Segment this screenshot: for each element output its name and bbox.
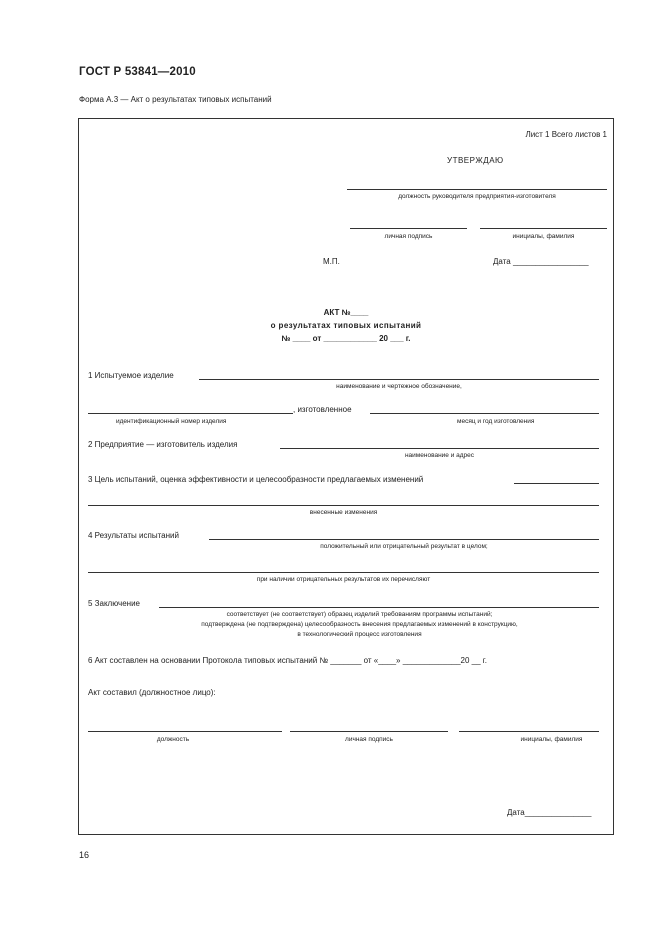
act-date-title: № ____ от ____________ 20 ___ г.	[281, 334, 411, 343]
signature2-hint: личная подпись	[345, 736, 393, 743]
item5-hint3: в технологический процесс изготовления	[297, 631, 422, 638]
act-number-title: АКТ №____	[323, 308, 369, 317]
item1-hint: наименование и чертежное обозначение,	[336, 383, 462, 390]
item4-label: 4 Результаты испытаний	[88, 531, 179, 540]
initials-line	[480, 228, 607, 229]
initials-hint: инициалы, фамилия	[512, 233, 575, 240]
item5-hint1: соответствует (не соответствует) образец изделий требованиям программы испытаний;	[226, 611, 493, 618]
item5-label: 5 Заключение	[88, 599, 140, 608]
item1-made-label: , изготовленное	[293, 405, 352, 414]
standard-header: ГОСТ Р 53841—2010	[79, 66, 196, 78]
item3-line	[514, 483, 599, 484]
item4b-hint: при наличии отрицательных результатов их перечисляют	[256, 576, 431, 583]
item4-hint: положительный или отрицательный результат в целом;	[320, 543, 488, 550]
form-caption: Форма А.3 — Акт о результатах типовых испытаний	[79, 95, 272, 104]
position-hint: должность	[156, 736, 190, 743]
act-subject-title: о результатах типовых испытаний	[270, 321, 422, 330]
initials2-line	[459, 731, 599, 732]
head-position-line	[347, 189, 607, 190]
head-position-hint: должность руководителя предприятия-изготовителя	[398, 193, 556, 200]
sheet-count: Лист 1 Всего листов 1	[525, 130, 607, 139]
item6-text: 6 Акт составлен на основании Протокола типовых испытаний № _______ от «____» _____________20 __ г.	[88, 656, 487, 665]
item5-hint2: подтверждена (не подтверждена) целесообразность внесения предлагаемых изменений в конструкцию,	[201, 621, 518, 628]
item1-date-line	[370, 413, 599, 414]
signature-hint: личная подпись	[384, 233, 433, 240]
item1-id-hint: идентификационный номер изделия	[116, 418, 227, 425]
approve-date: Дата _________________	[493, 257, 589, 266]
item3-hint: внесенные изменения	[309, 509, 378, 516]
item1-label: 1 Испытуемое изделие	[88, 371, 174, 380]
seal-label: М.П.	[323, 257, 340, 266]
item1-id-line	[88, 413, 293, 414]
page-number: 16	[79, 850, 90, 860]
approve-label: УТВЕРЖДАЮ	[447, 156, 504, 165]
item3-label: 3 Цель испытаний, оценка эффективности и целесообразности предлагаемых изменений	[88, 475, 424, 484]
item1-line	[199, 379, 599, 380]
final-date: Дата_______________	[507, 808, 592, 817]
item2-line	[280, 448, 599, 449]
item2-hint: наименование и адрес	[404, 452, 475, 459]
initials2-hint: инициалы, фамилия	[520, 736, 583, 743]
item1-date-hint: месяц и год изготовления	[457, 418, 535, 425]
item2-label: 2 Предприятие — изготовитель изделия	[88, 440, 238, 449]
item4-line	[209, 539, 599, 540]
signature-line	[350, 228, 467, 229]
item4-line2	[88, 572, 599, 573]
item5-line	[159, 607, 599, 608]
composed-label: Акт составил (должностное лицо):	[88, 688, 216, 697]
position-line	[88, 731, 282, 732]
item3-line2	[88, 505, 599, 506]
signature2-line	[290, 731, 448, 732]
